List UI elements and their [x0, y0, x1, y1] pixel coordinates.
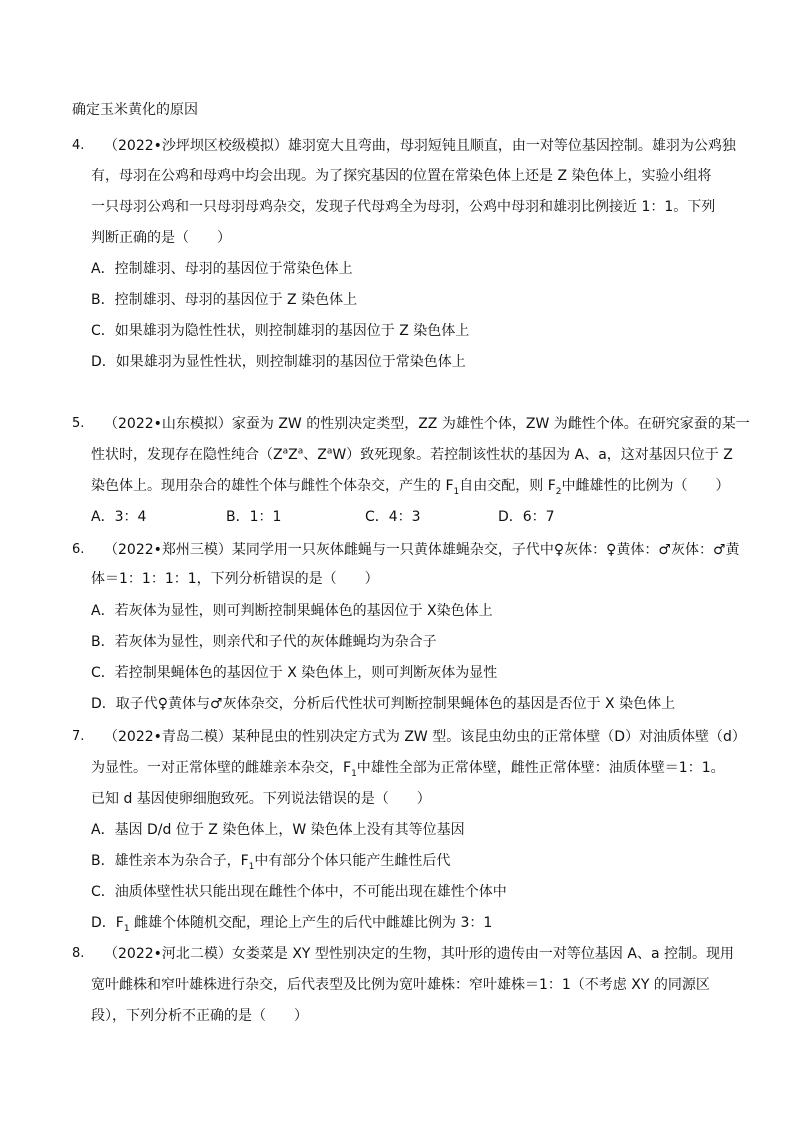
question-5-number: 5.	[72, 416, 85, 431]
question-4-line-4: 判断正确的是（ ）	[91, 230, 231, 246]
question-7-line-3: 已知 d 基因使卵细胞致死。下列说法错误的是（ ）	[91, 791, 431, 807]
question-7-line-1: （2022•青岛二模）某种昆虫的性别决定方式为 ZW 型。该昆虫幼虫的正常体壁（D）对油质体壁（d）	[104, 729, 746, 745]
question-7-number: 7.	[72, 729, 85, 744]
question-5-line-3: 染色体上。现用杂合的雄性个体与雌性个体杂交，产生的 $F_1$自由交配，则 $F_2$中雌雄性的比例为（ ）	[91, 478, 730, 497]
question-7-option-d: D．$F_1$ 雌雄个体随机交配，理论上产生的后代中雌雄比例为 3：1	[91, 915, 493, 934]
question-4-line-3: 一只母羽公鸡和一只母羽母鸡杂交，发现子代母鸡全为母羽，公鸡中母羽和雄羽比例接近 1：1。下列	[91, 199, 716, 215]
question-6-number: 6.	[72, 542, 85, 557]
question-5-line-1: （2022•山东模拟）家蚕为 ZW 的性别决定类型，ZZ 为雄性个体，ZW 为雌性个体。在研究家蚕的某一	[104, 416, 750, 432]
question-8-line-3: 段），下列分析不正确的是（ ）	[91, 1008, 308, 1024]
question-4-line-1: （2022•沙坪坝区校级模拟）雄羽宽大且弯曲，母羽短钝且顺直，由一对等位基因控制。雄羽为公鸡独	[104, 138, 736, 154]
question-5-option-c: C．4：3	[365, 509, 421, 525]
question-5-options	[91, 507, 611, 527]
question-7-line-2: 为显性。一对正常体壁的雌雄亲本杂交，$F_1$中雄性全部为正常体壁，雌性正常体壁：油质体壁＝1：1。	[91, 760, 725, 779]
question-5-option-b: B．1：1	[226, 509, 282, 525]
question-6-option-b: B．若灰体为显性，则亲代和子代的灰体雌蝇均为杂合子	[91, 634, 437, 650]
question-6-option-a: A．若灰体为显性，则可判断控制果蝇体色的基因位于 X染色体上	[91, 603, 493, 619]
question-7-option-c: C．油质体壁性状只能出现在雌性个体中，不可能出现在雄性个体中	[91, 884, 507, 900]
question-4-option-d: D．如果雄羽为显性性状，则控制雄羽的基因位于常染色体上	[91, 354, 466, 370]
question-5-option-d: D．6：7	[498, 509, 555, 525]
question-4-number: 4.	[72, 138, 85, 153]
question-6-line-1: （2022•郑州三模）某同学用一只灰体雌蝇与一只黄体雄蝇杂交，子代中♀灰体：♀黄体：♂灰体：♂黄	[104, 542, 740, 558]
question-8-number: 8.	[72, 946, 85, 961]
question-6-line-2: 体＝1：1：1：1，下列分析错误的是（ ）	[91, 571, 379, 587]
question-7-option-a: A．基因 D/d 位于 Z 染色体上，W 染色体上没有其等位基因	[91, 822, 465, 838]
question-4-option-c: C．如果雄羽为隐性性状，则控制雄羽的基因位于 Z 染色体上	[91, 323, 470, 339]
question-7-option-b: B．雄性亲本为杂合子，$F_1$中有部分个体只能产生雌性后代	[91, 853, 451, 872]
intro-line: 确定玉米黄化的原因	[72, 102, 198, 118]
question-4-option-b: B．控制雄羽、母羽的基因位于 Z 染色体上	[91, 292, 358, 308]
question-5-line-2: 性状时，发现存在隐性纯合（$Z^aZ^a$、$Z^aW$）致死现象。若控制该性状的基因为 A、a，这对基因只位于 Z	[91, 446, 733, 463]
question-8-line-1: （2022•河北二模）女娄菜是 XY 型性别决定的生物，其叶形的遗传由一对等位基因 A、a 控制。现用	[104, 946, 734, 962]
question-6-option-c: C．若控制果蝇体色的基因位于 X 染色体上，则可判断灰体为显性	[91, 665, 498, 681]
question-8-line-2: 宽叶雌株和窄叶雄株进行杂交，后代表型及比例为宽叶雄株：窄叶雄株＝1：1（不考虑 XY 的同源区	[91, 977, 710, 993]
question-6-option-d: D．取子代♀黄体与♂灰体杂交，分析后代性状可判断控制果蝇体色的基因是否位于 X 染色体上	[91, 696, 676, 712]
question-5-option-a: A．3：4	[91, 509, 147, 525]
question-4-line-2: 有，母羽在公鸡和母鸡中均会出现。为了探究基因的位置在常染色体上还是 Z 染色体上，实验小组将	[91, 168, 712, 184]
question-4-option-a: A．控制雄羽、母羽的基因位于常染色体上	[91, 261, 353, 277]
